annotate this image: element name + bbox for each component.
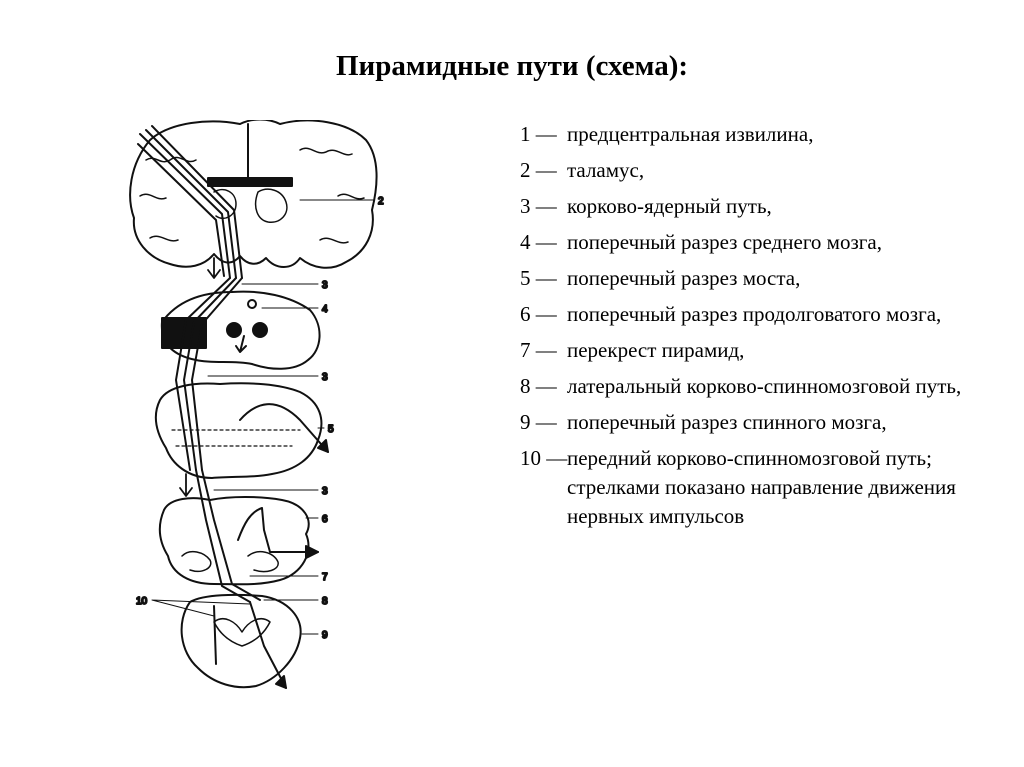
legend-text: латеральный корково-спинномозговой путь, — [567, 374, 962, 398]
thalamus — [214, 189, 287, 222]
anterior-tract — [214, 606, 216, 664]
legend-item — [520, 264, 1000, 293]
figure-label: 10 — [136, 596, 148, 607]
legend-text: поперечный разрез продолговатого мозга, — [567, 302, 942, 326]
legend-text: перекрест пирамид, — [567, 338, 745, 362]
figure-label: 5 — [328, 424, 334, 435]
figure-label: 9 — [322, 630, 328, 641]
midbrain-section — [162, 278, 320, 470]
legend-text: таламус, — [567, 158, 645, 182]
legend-item — [520, 408, 1000, 437]
red-nucleus — [253, 323, 267, 337]
legend-number: 9 — — [520, 410, 557, 434]
figure-label: 4 — [322, 304, 328, 315]
lateral-tract-arrow — [250, 602, 286, 688]
spinal-arrowhead — [276, 676, 286, 688]
legend-item — [520, 156, 1000, 185]
legend-number: 1 — — [520, 122, 557, 146]
legend-number: 4 — — [520, 230, 557, 254]
legend-item — [520, 120, 1000, 149]
spinal-cord-outline — [182, 595, 301, 687]
medulla-section — [160, 497, 318, 584]
medulla-outline — [160, 497, 309, 584]
legend-text: поперечный разрез моста, — [567, 266, 801, 290]
medulla-arrowhead — [306, 546, 318, 558]
legend-number: 8 — — [520, 374, 557, 398]
legend-item — [520, 192, 1000, 221]
brain-coronal-section — [130, 120, 376, 278]
legend-number: 6 — — [520, 302, 557, 326]
aqueduct — [248, 300, 256, 308]
legend-number: 5 — — [520, 266, 557, 290]
pons-tract-arrow — [240, 404, 328, 452]
legend-text: передний корково-спинномозговой путь; стрелками показано направление движения нервных импульсов — [567, 446, 956, 528]
legend-number: 7 — — [520, 338, 557, 362]
legend-number: 10 — — [520, 446, 568, 470]
legend-list — [520, 120, 1000, 538]
legend-item — [520, 336, 1000, 365]
legend-item — [520, 228, 1000, 257]
page-title: Пирамидные пути (схема): — [335, 50, 689, 82]
red-nucleus — [227, 323, 241, 337]
cortex-gyri — [140, 148, 364, 243]
figure-label: 3 — [322, 280, 328, 291]
legend-text: предцентральная извилина, — [567, 122, 814, 146]
gray-matter — [214, 619, 270, 646]
figure-label: 8 — [322, 596, 328, 607]
legend-text: поперечный разрез спинного мозга, — [567, 410, 887, 434]
legend-text: поперечный разрез среднего мозга, — [567, 230, 882, 254]
figure-label: 3 — [322, 372, 328, 383]
legend-item — [520, 444, 1000, 531]
legend-item — [520, 300, 1000, 329]
descending-tract — [184, 278, 236, 470]
pyramidal-pathways-figure — [128, 120, 388, 700]
pons-outline — [156, 383, 322, 478]
olive — [182, 552, 278, 572]
legend-number: 2 — — [520, 158, 557, 182]
figure-label: 7 — [322, 572, 328, 583]
legend-number: 3 — — [520, 194, 557, 218]
legend-item — [520, 372, 1000, 401]
tract-arrow — [236, 336, 246, 352]
figure-label: 2 — [378, 196, 384, 207]
pons-section — [156, 383, 328, 478]
legend-text: корково-ядерный путь, — [567, 194, 772, 218]
figure-label: 3 — [322, 486, 328, 497]
figure-label: 6 — [322, 514, 328, 525]
corpus-callosum — [208, 178, 292, 186]
